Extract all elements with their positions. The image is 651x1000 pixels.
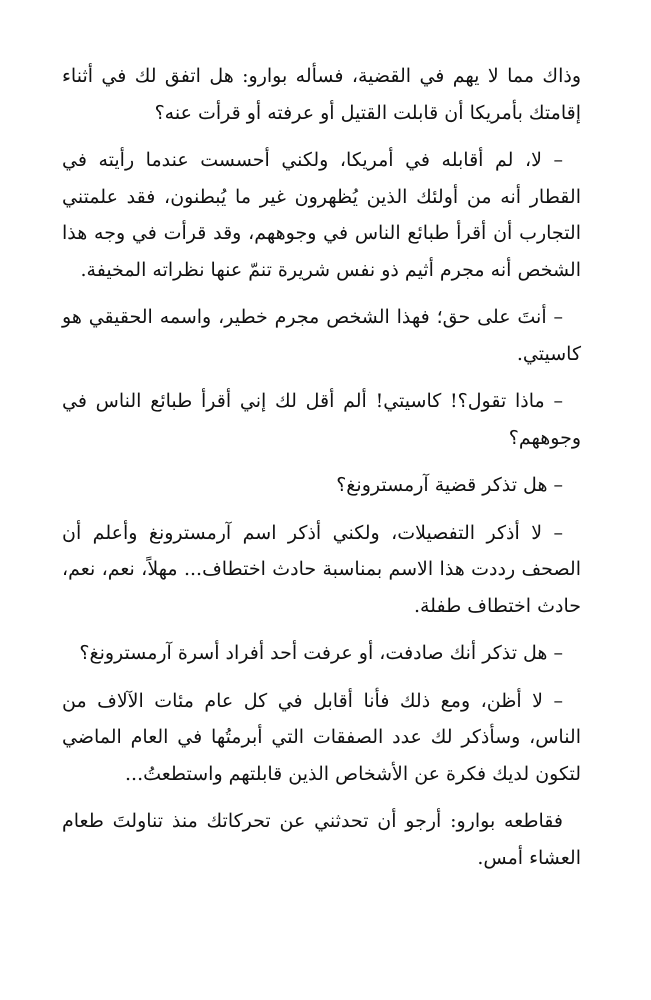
paragraph-4: – ماذا تقول؟! كاسيتي! ألم أقل لك إني أقرأ طبائع الناس في وجوههم؟ xyxy=(62,390,581,449)
paragraph-6: – لا أذكر التفصيلات، ولكني أذكر اسم آرمسترونغ وأعلم أن الصحف رددت هذا الاسم بمناسبة حادث اختطاف... مهلاً، نعم، نعم، حادث اختطاف طفلة. xyxy=(62,521,581,617)
paragraph-8: – لا أظن، ومع ذلك فأنا أقابل في كل عام مئات الآلاف من الناس، وسأذكر لك عدد الصفقات التي أبرمتُها في العام الماضي لتكون لديك فكرة عن الأشخاص الذين قابلتهم واستطعتُ... xyxy=(62,689,581,785)
paragraph-5: – هل تذكر قضية آرمسترونغ؟ xyxy=(336,474,563,496)
paragraph-3: – أنتَ على حق؛ فهذا الشخص مجرم خطير، واسمه الحقيقي هو كاسيتي. xyxy=(62,306,581,365)
paragraph-9: فقاطعه بوارو: أرجو أن تحدثني عن تحركاتك منذ تناولتَ طعام العشاء أمس. xyxy=(62,810,581,869)
paragraph-1: وذاك مما لا يهم في القضية، فسأله بوارو: هل اتفق لك في أثناء إقامتك بأمريكا أن قابلت القتيل أو عرفته أو قرأت عنه؟ xyxy=(62,65,581,124)
paragraph-7: – هل تذكر أنك صادفت، أو عرفت أحد أفراد أسرة آرمسترونغ؟ xyxy=(79,642,563,664)
paragraph-2: – لا، لم أقابله في أمريكا، ولكني أحسست عندما رأيته في القطار أنه من أولئك الذين يُظهرون غير ما يُبطنون، فقد علمتني التجارب أن أقرأ طبائع الناس في وجوههم، وقد قرأت في وجه هذا الشخص أنه مجرم أثيم ذو نفس شريرة تنمّ عنها نظراته المخيفة. xyxy=(62,149,581,281)
